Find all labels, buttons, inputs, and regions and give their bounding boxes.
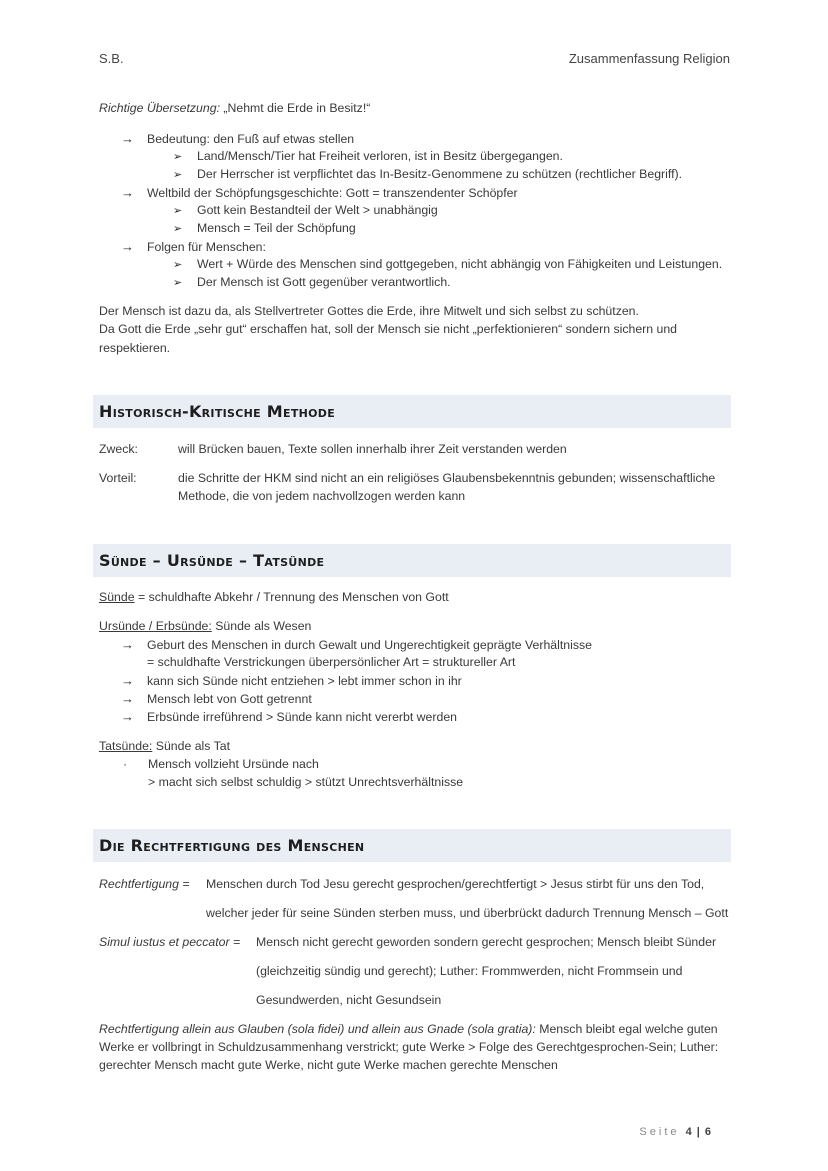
sola-first-text: Mensch bleibt egal welche guten — [535, 1022, 718, 1036]
intro-point — [121, 185, 518, 200]
tatsuende-text: Sünde als Tat — [152, 739, 231, 753]
ursuende-point-text: Geburt des Menschen in durch Gewalt und Ungerechtigkeit geprägte Verhältnisse — [147, 638, 592, 652]
ursuende-term: Ursünde / Erbsünde: — [99, 619, 212, 633]
footer-label: Seite — [639, 1126, 680, 1138]
suende-definition — [99, 590, 449, 604]
ursuende-text: Sünde als Wesen — [211, 619, 312, 633]
tatsuende-bullet-icon: · — [123, 757, 128, 771]
intro-paragraph-line: respektieren. — [99, 341, 171, 355]
tatsuende-line: > macht sich selbst schuldig > stützt Unrechtsverhältnisse — [148, 775, 464, 789]
ursuende-point — [121, 637, 592, 652]
suende-term: Sünde — [99, 590, 135, 604]
intro-paragraph-line: Der Mensch ist dazu da, als Stellvertreter Gottes die Erde, ihre Mitwelt und sich selbst zu schützen. — [99, 304, 639, 318]
ursuende-point-text: kann sich Sünde nicht entziehen > lebt immer schon in ihr — [147, 674, 462, 688]
chevron-bullet-icon: ➢ — [173, 169, 183, 181]
intro-subpoint — [173, 221, 356, 235]
simul-line: Gesundwerden, nicht Gesundsein — [256, 993, 442, 1007]
translation-line — [99, 101, 370, 115]
intro-subpoint — [173, 257, 722, 271]
intro-point — [121, 239, 266, 254]
sola-label: Rechtfertigung allein aus Glauben (sola fidei) und allein aus Gnade (sola gratia): — [99, 1022, 536, 1036]
intro-subpoint-text: Wert + Würde des Menschen sind gottgegeben, nicht abhängig von Fähigkeiten und Leistungen. — [197, 257, 723, 271]
intro-paragraph-line: Da Gott die Erde „sehr gut“ erschaffen hat, soll der Mensch sie nicht „perfektionieren“ sondern sichern und — [99, 322, 678, 336]
rechtfertigung-line: welcher jeder für seine Sünden sterben muss, und überbrückt dadurch Trennung Mensch – Gott — [206, 906, 729, 920]
ursuende-point — [121, 673, 462, 688]
chevron-bullet-icon: ➢ — [173, 205, 183, 217]
ursuende-heading — [99, 619, 311, 633]
ursuende-point — [121, 691, 312, 706]
section-heading-hkm — [93, 395, 731, 428]
translation-label: Richtige Übersetzung: — [99, 101, 220, 115]
page-number: 4 | 6 — [685, 1126, 712, 1138]
arrow-icon: → — [121, 239, 134, 254]
chevron-bullet-icon: ➢ — [173, 223, 183, 235]
chevron-bullet-icon: ➢ — [173, 151, 183, 163]
hkm-zweck-label: Zweck: — [99, 442, 138, 456]
arrow-icon: → — [121, 709, 134, 724]
tatsuende-heading — [99, 739, 230, 753]
intro-subpoint — [173, 275, 451, 289]
simul-line: Mensch nicht gerecht geworden sondern gerecht gesprochen; Mensch bleibt Sünder — [256, 935, 717, 949]
simul-label: Simul iustus et peccator = — [99, 935, 241, 949]
section-title: Sünde – Ursünde – Tatsünde — [99, 551, 325, 570]
intro-subpoint-text: Der Herrscher ist verpflichtet das In-Besitz-Genommene zu schützen (rechtlicher Begriff). — [197, 167, 682, 181]
hkm-vorteil-label: Vorteil: — [99, 471, 137, 485]
header-author: S.B. — [99, 51, 124, 66]
header-document-title: Zusammenfassung Religion — [568, 51, 730, 66]
rechtfertigung-label: Rechtfertigung = — [99, 877, 190, 891]
hkm-vorteil-line: die Schritte der HKM sind nicht an ein religiöses Glaubensbekenntnis gebunden; wissenschaftliche — [178, 471, 716, 485]
intro-subpoint-text: Gott kein Bestandteil der Welt > unabhängig — [197, 203, 438, 217]
intro-subpoint — [173, 167, 682, 181]
sola-line: gerechter Mensch macht gute Werke, nicht gute Werke machen gerechte Menschen — [99, 1058, 558, 1072]
section-heading-suende — [93, 544, 731, 577]
intro-point — [121, 131, 354, 146]
ursuende-continuation: = schuldhafte Verstrickungen überpersönlicher Art = struktureller Art — [147, 655, 516, 669]
intro-point-text: Bedeutung: den Fuß auf etwas stellen — [147, 132, 355, 146]
suende-definition-text: = schuldhafte Abkehr / Trennung des Menschen von Gott — [134, 590, 449, 604]
intro-subpoint-text: Mensch = Teil der Schöpfung — [197, 221, 356, 235]
arrow-icon: → — [121, 637, 134, 652]
section-title: Die Rechtfertigung des Menschen — [99, 836, 365, 855]
section-heading-rechtfertigung — [93, 829, 731, 862]
intro-point-text: Folgen für Menschen: — [147, 240, 266, 254]
ursuende-point-text: Mensch lebt von Gott getrennt — [147, 692, 312, 706]
chevron-bullet-icon: ➢ — [173, 277, 183, 289]
tatsuende-term: Tatsünde: — [99, 739, 153, 753]
tatsuende-line: Mensch vollzieht Ursünde nach — [148, 757, 319, 771]
intro-subpoint — [173, 203, 438, 217]
intro-subpoint — [173, 149, 563, 163]
arrow-icon: → — [121, 691, 134, 706]
simul-line: (gleichzeitig sündig und gerecht); Luther: Frommwerden, nicht Frommsein und — [256, 964, 683, 978]
arrow-icon: → — [121, 131, 134, 146]
arrow-icon: → — [121, 185, 134, 200]
translation-text: „Nehmt die Erde in Besitz!“ — [219, 101, 371, 115]
ursuende-point-text: Erbsünde irreführend > Sünde kann nicht vererbt werden — [147, 710, 458, 724]
rechtfertigung-line: Menschen durch Tod Jesu gerecht gesprochen/gerechtfertigt > Jesus stirbt für uns den Tod, — [206, 877, 705, 891]
arrow-icon: → — [121, 673, 134, 688]
sola-first-line — [99, 1022, 718, 1036]
hkm-vorteil-line: Methode, die von jedem nachvollzogen werden kann — [178, 489, 466, 503]
intro-point-text: Weltbild der Schöpfungsgeschichte: Gott = transzendenter Schöpfer — [147, 186, 518, 200]
section-title: Historisch-Kritische Methode — [99, 402, 336, 421]
intro-subpoint-text: Land/Mensch/Tier hat Freiheit verloren, ist in Besitz übergegangen. — [197, 149, 563, 163]
ursuende-point — [121, 709, 457, 724]
chevron-bullet-icon: ➢ — [173, 259, 183, 271]
hkm-zweck-text: will Brücken bauen, Texte sollen innerhalb ihrer Zeit verstanden werden — [178, 442, 567, 456]
page-footer — [639, 1126, 712, 1138]
intro-subpoint-text: Der Mensch ist Gott gegenüber verantwortlich. — [197, 275, 451, 289]
sola-line: Werke er vollbringt in Schuldzusammenhang verstrickt; gute Werke > Folge des Gerechtgesprochen-Sein; Luther: — [99, 1040, 719, 1054]
